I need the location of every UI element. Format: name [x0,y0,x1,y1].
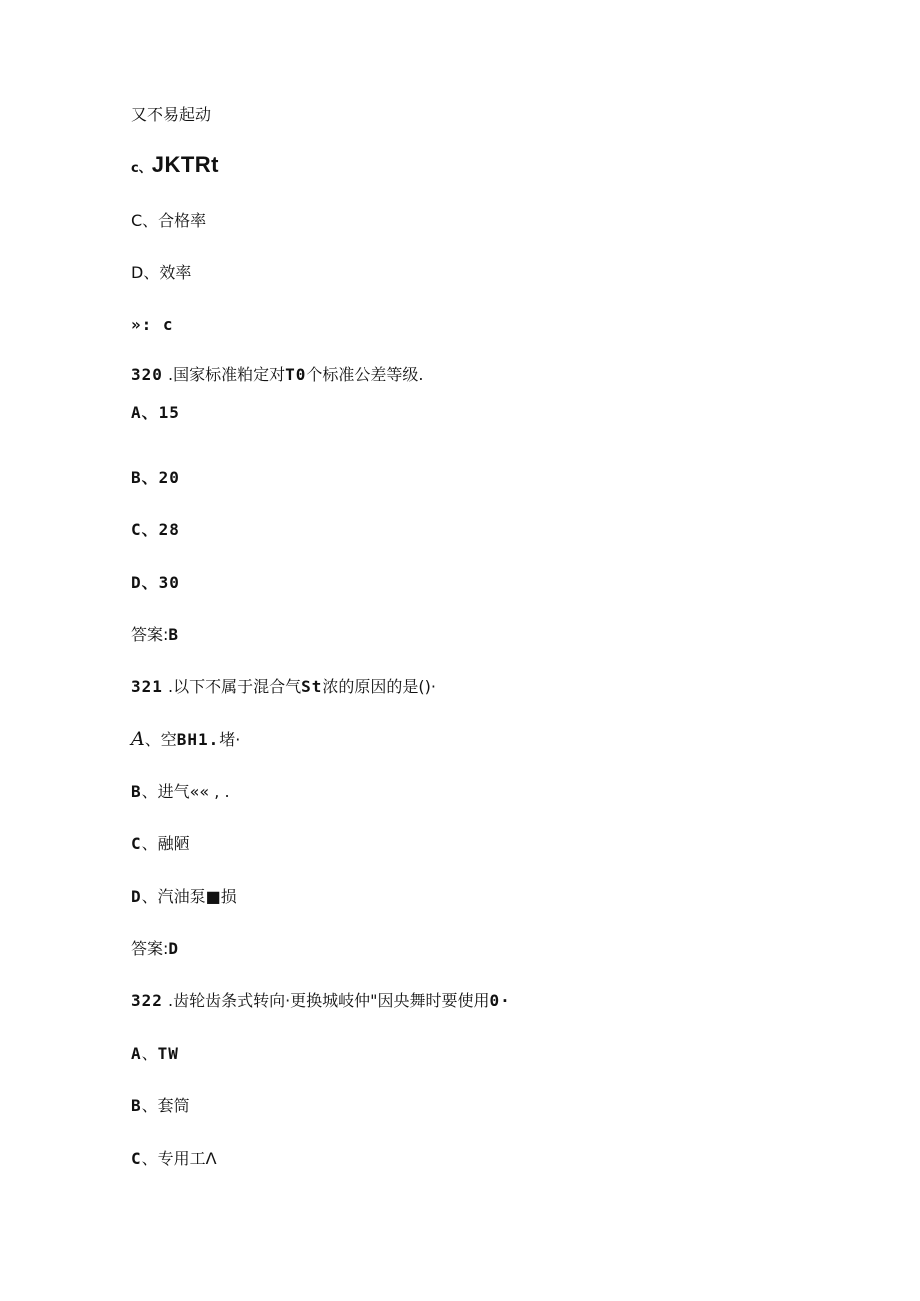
option-prefix: c、 [131,161,152,176]
answer-value: B [168,625,180,644]
option-text: 、融陋 [141,834,190,853]
question-tail: 个标准公差等级. [306,365,424,384]
option-text: 、进气«« , . [141,782,230,801]
option-text: 又不易起动 [131,105,212,124]
question-number: 321 [131,677,163,696]
question-number: 320 [131,365,163,384]
option-text: A、15 [131,403,180,422]
answer-line [131,624,179,646]
answer-value: c [162,315,174,334]
option-line [131,402,180,424]
question-line [131,676,436,698]
option-prefix: D [131,887,142,906]
question-number: 322 [131,991,163,1010]
question-text: .国家标准粕定对 [168,365,286,384]
option-line [131,210,206,232]
option-text: 、套筒 [141,1096,190,1115]
option-text: C、合格率 [131,211,207,230]
question-text: .以下不属于混合气 [168,677,302,696]
option-line [131,154,219,180]
option-text: 、空 [144,730,177,749]
question-code: T0 [285,365,307,384]
question-code: 0· [489,991,511,1010]
option-prefix: A [131,728,145,750]
option-text: D、效率 [131,263,192,282]
option-text: B、20 [131,468,180,487]
option-line [131,781,230,803]
option-line [131,833,190,855]
answer-label: 答案: [131,625,169,644]
option-tail: 堵· [219,730,241,749]
question-line [131,364,423,386]
option-text: D、30 [131,573,180,592]
option-line [131,1043,179,1065]
question-tail: 浓的原因的是()· [322,677,436,696]
option-text: 、专用工Λ [141,1149,217,1168]
answer-line [131,938,179,960]
text-line [131,104,211,126]
option-line [131,262,191,284]
option-text: 、汽油泵■损 [141,887,237,906]
question-code: St [301,677,323,696]
answer-label: »: [131,315,153,334]
option-line [131,519,180,541]
answer-line [131,314,174,336]
option-line [131,728,240,751]
option-text: 、 [141,1044,158,1063]
answer-label: 答案: [131,939,169,958]
option-text: JKTRt [151,152,219,177]
answer-value: D [168,939,180,958]
option-code: BH1. [176,730,220,749]
option-code: TW [157,1044,179,1063]
question-text: .齿轮齿条式转向·更换城岐仲"因央舞时要使用 [168,991,490,1010]
option-prefix: B [131,782,142,801]
option-line [131,467,180,489]
option-prefix: B [131,1096,142,1115]
option-text: C、28 [131,520,180,539]
option-line [131,1095,190,1117]
option-prefix: A [131,1044,142,1063]
question-line [131,990,511,1012]
option-line [131,572,180,594]
option-line [131,1148,217,1170]
option-prefix: C [131,1149,142,1168]
option-line [131,886,237,908]
option-prefix: C [131,834,142,853]
